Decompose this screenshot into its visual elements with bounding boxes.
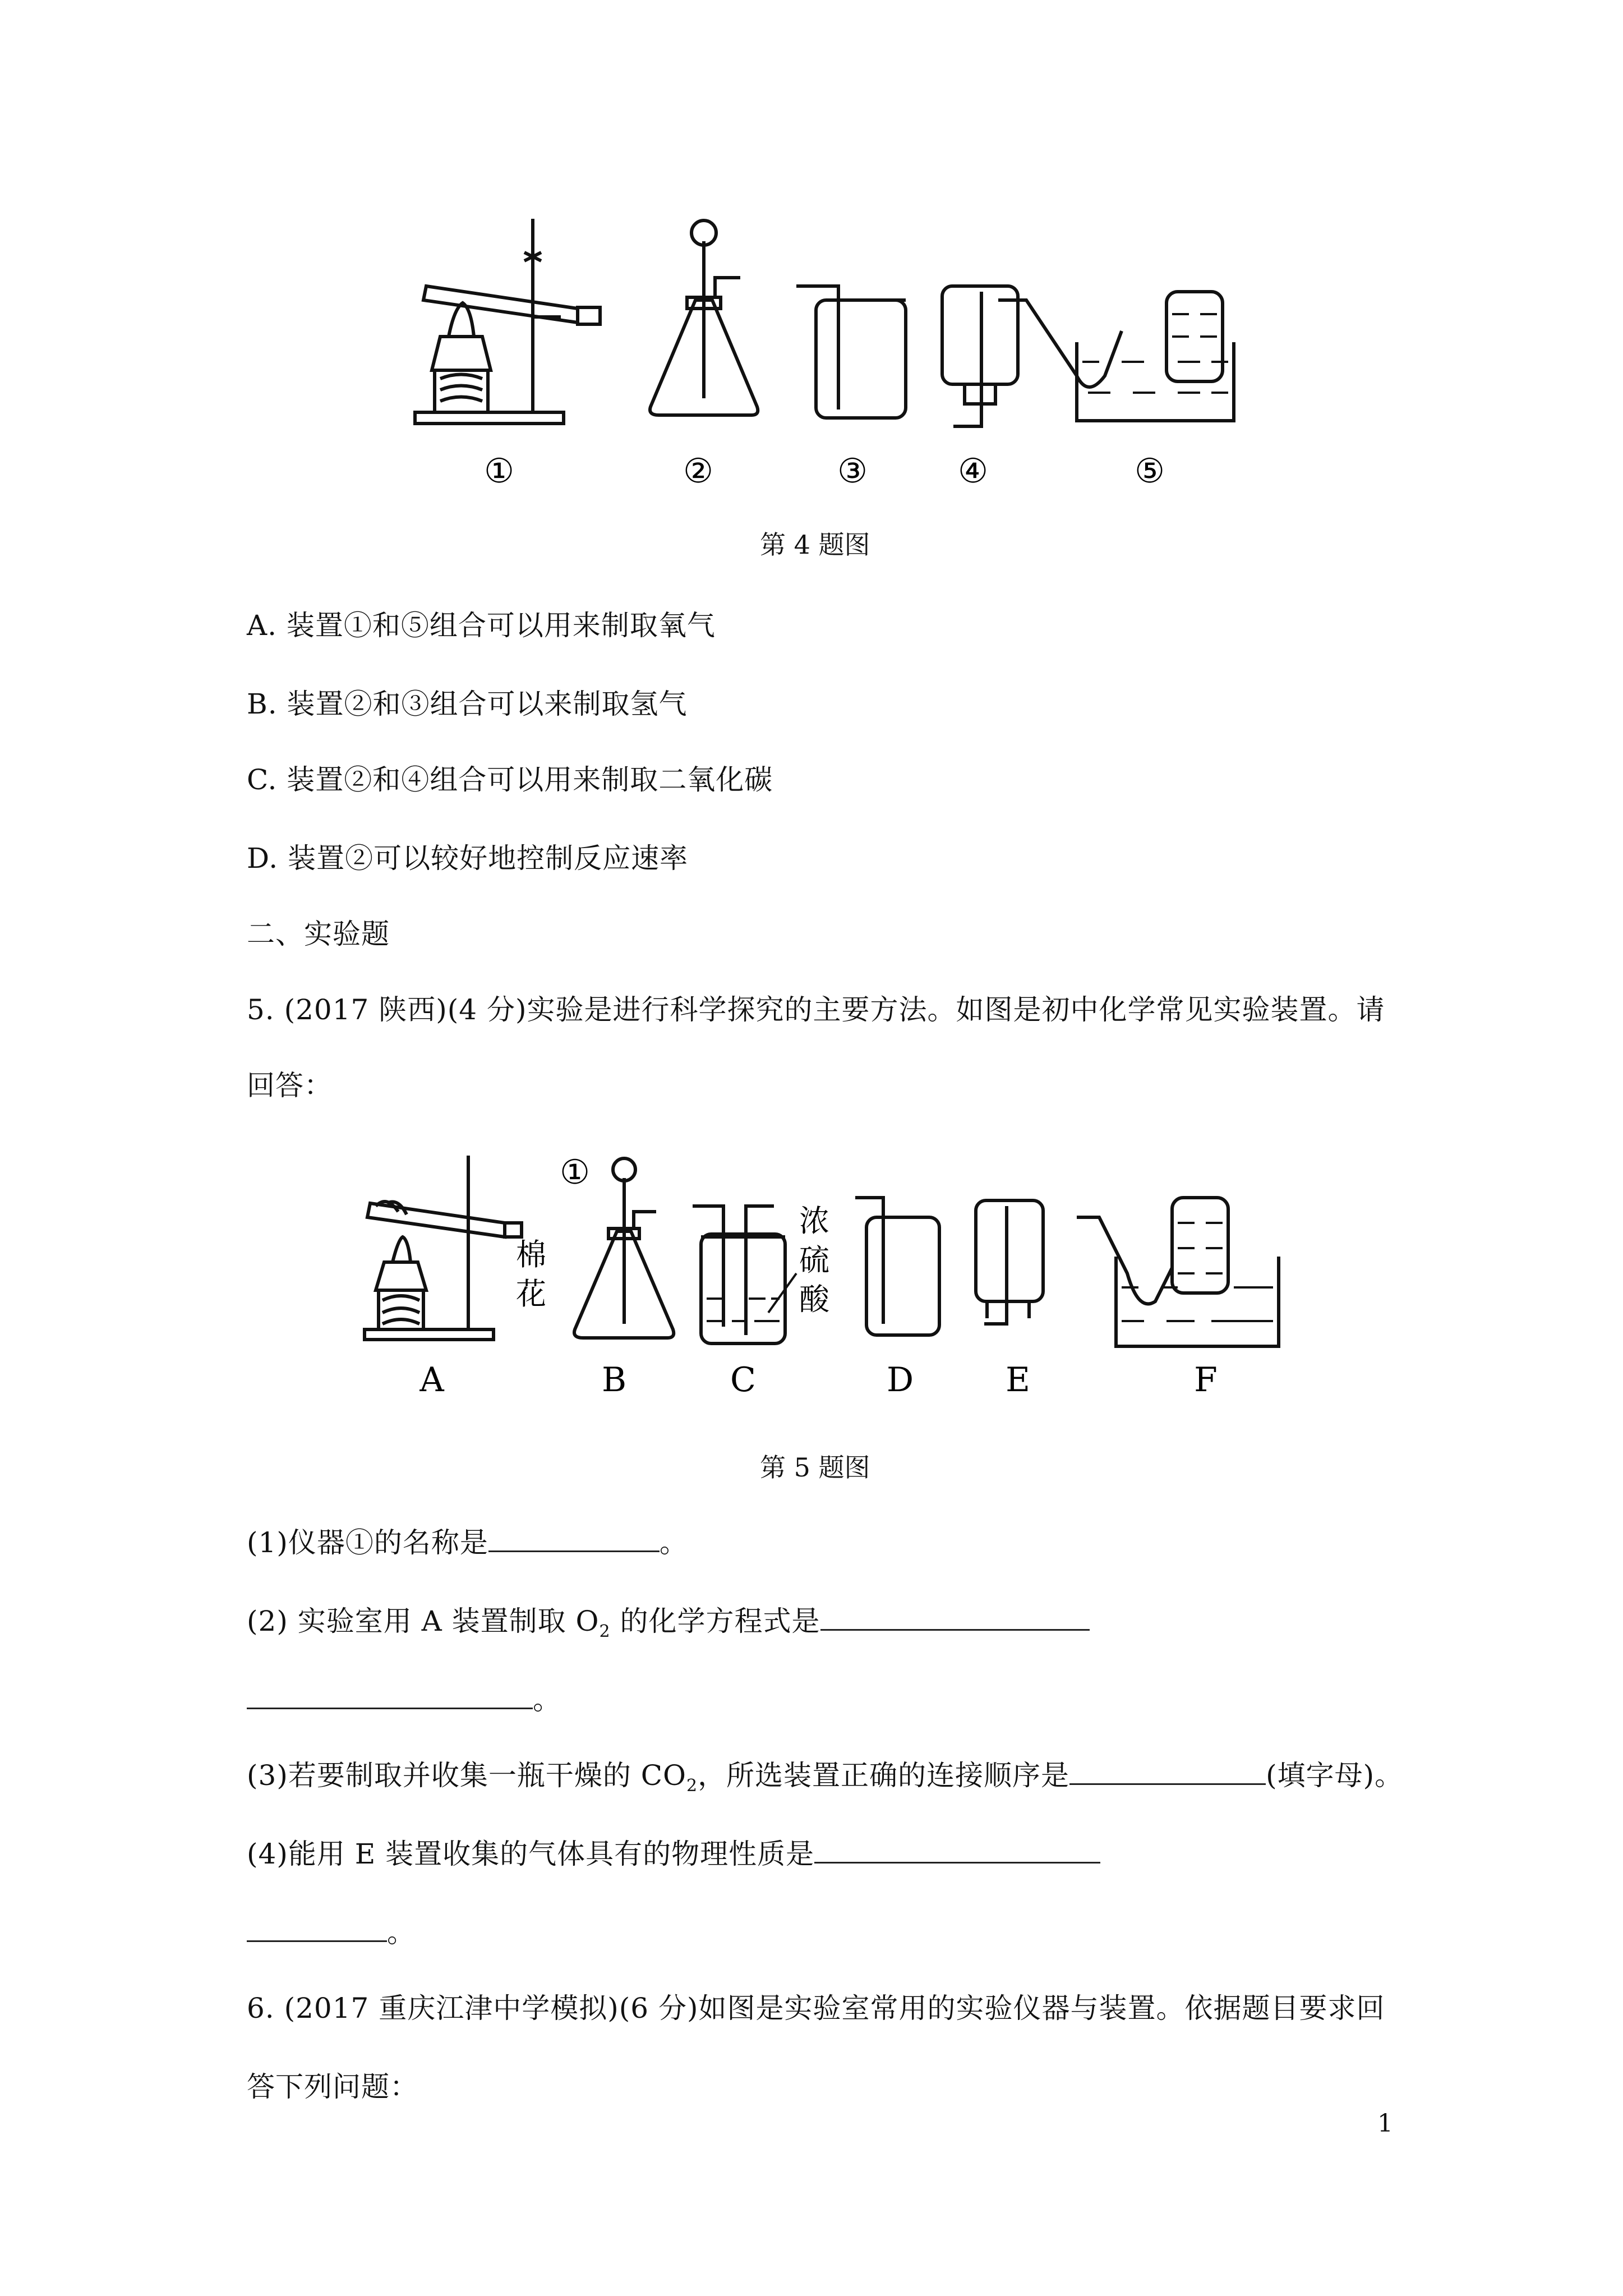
q5-part-2 — [247, 1599, 1090, 1641]
q5-part-3-end: (填字母)。 — [1266, 1759, 1404, 1792]
page-number: 1 — [1377, 2109, 1393, 2138]
fig5-caption: 第 5 题图 — [760, 1452, 870, 1483]
option-a: A. 装置①和⑤组合可以用来制取氧气 — [247, 609, 716, 642]
cotton-label-1: 棉 — [516, 1237, 546, 1272]
figure-5 — [353, 1144, 1295, 1408]
q5-part-4 — [247, 1832, 1100, 1872]
q5-part-1-end: 。 — [659, 1526, 688, 1559]
fig5-label-c: C — [730, 1360, 756, 1400]
q5-stem-2: 回答： — [247, 1069, 333, 1102]
apparatus-diagram-4 — [393, 208, 1267, 499]
q5-part-3-mid: ，所选装置正确的连接顺序是 — [698, 1759, 1070, 1792]
fig4-caption: 第 4 题图 — [760, 530, 870, 560]
q5-part-2-end: 。 — [533, 1683, 561, 1716]
acid-label-2: 硫 — [799, 1243, 829, 1278]
fig4-label-5: ⑤ — [1135, 452, 1165, 491]
q5-part-1-text: (1)仪器①的名称是 — [247, 1526, 488, 1559]
q5-part-1 — [247, 1520, 688, 1561]
option-d: D. 装置②可以较好地控制反应速率 — [247, 842, 689, 875]
q5-stem-1: 5. (2017 陕西)(4 分)实验是进行科学探究的主要方法。如图是初中化学常见实验装置。请 — [247, 993, 1385, 1026]
acid-label-1: 浓 — [799, 1203, 829, 1239]
fig4-label-3: ③ — [837, 452, 868, 491]
figure-4 — [393, 208, 1267, 499]
fig4-label-1: ① — [484, 452, 514, 491]
answer-blank-4a[interactable] — [814, 1839, 1100, 1864]
q5-part-3-text: (3)若要制取并收集一瓶干燥的 CO — [247, 1759, 686, 1792]
fig4-label-4: ④ — [958, 452, 988, 491]
apparatus-diagram-5 — [353, 1144, 1295, 1408]
fig5-label-d: D — [886, 1360, 914, 1400]
fig5-label-f: F — [1194, 1360, 1218, 1400]
section-heading: 二、实验题 — [247, 918, 390, 950]
q5-part-2-text-b: 的化学方程式是 — [610, 1605, 820, 1637]
q5-part-3-sub: 2 — [686, 1776, 698, 1796]
answer-blank-1[interactable] — [488, 1528, 660, 1552]
q6-stem-1: 6. (2017 重庆江津中学模拟)(6 分)如图是实验室常用的实验仪器与装置。依据题目要求回 — [247, 1992, 1385, 2024]
q5-part-4-cont — [247, 1910, 416, 1950]
q5-part-2-sub: 2 — [599, 1622, 611, 1641]
acid-label-3: 酸 — [799, 1282, 829, 1317]
q6-stem-2: 答下列问题： — [247, 2070, 418, 2103]
fig5-marker: ① — [560, 1153, 590, 1192]
fig5-label-a: A — [419, 1360, 444, 1400]
q5-part-3 — [247, 1753, 1403, 1796]
answer-blank-2b[interactable] — [247, 1685, 533, 1709]
q5-part-2-text: (2) 实验室用 A 装置制取 O — [247, 1605, 600, 1637]
option-c: C. 装置②和④组合可以用来制取二氧化碳 — [247, 763, 773, 796]
cotton-label-2: 花 — [516, 1276, 546, 1312]
q5-part-4-end: 。 — [387, 1916, 416, 1949]
q5-part-4-text: (4)能用 E 装置收集的气体具有的物理性质是 — [247, 1838, 815, 1870]
answer-blank-2a[interactable] — [820, 1607, 1090, 1631]
fig5-label-b: B — [601, 1360, 627, 1400]
fig5-label-e: E — [1006, 1360, 1030, 1400]
fig4-label-2: ② — [683, 452, 713, 491]
answer-blank-4b[interactable] — [247, 1918, 387, 1942]
q5-part-2-cont — [247, 1677, 561, 1718]
answer-blank-3[interactable] — [1069, 1761, 1266, 1785]
option-b: B. 装置②和③组合可以来制取氢气 — [247, 688, 688, 720]
